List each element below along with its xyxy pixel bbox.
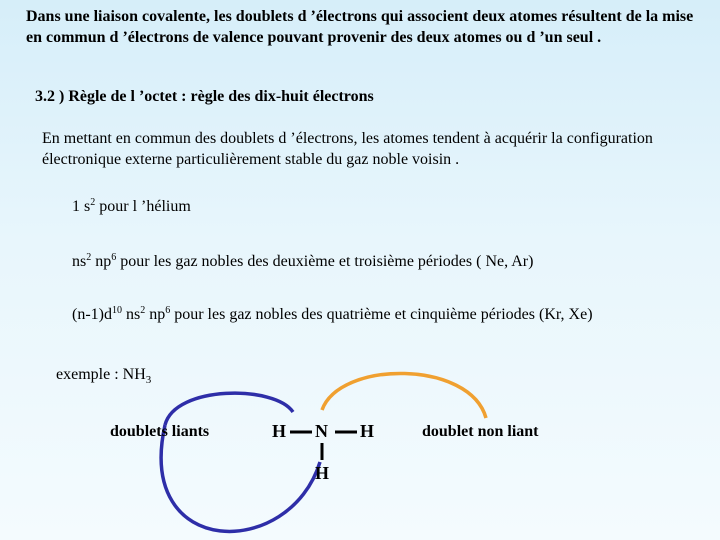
atom-h-right: H	[360, 421, 375, 441]
config-ne-ar: $ns^2$ $np^6$ pour les gaz nobles des deuxième et troisième périodes ( Ne, Ar)	[72, 252, 534, 270]
octet-paragraph: En mettant en commun des doublets d ’électrons, les atomes tendent à acquérir la configuration électronique externe particulièrement stable du gaz noble voisin .	[42, 130, 653, 168]
section-heading: 3.2 ) Règle de l ’octet : règle des dix-huit électrons	[35, 88, 374, 105]
intro-text: Dans une liaison covalente, les doublets d ’électrons qui associent deux atomes résultent de la mise en commun d ’électrons de valence pouvant provenir des deux atomes ou d ’un seul .	[26, 8, 694, 46]
config-helium: 1 $s^2$ pour l ’hélium	[72, 197, 191, 215]
nonbonding-arrow	[322, 373, 486, 418]
bonding-pairs-label: doublets liants	[110, 423, 210, 440]
atom-h-left: H	[272, 421, 287, 441]
config-kr-xe: $(n-1)d^{10}$ $ns^2$ $np^6$ pour les gaz nobles des quatrième et cinquième périodes (Kr, Xe)	[72, 305, 593, 323]
nonbonding-pair-label: doublet non liant	[422, 423, 539, 440]
example-nh3: exemple : $NH_3$	[56, 366, 152, 386]
atom-h-bottom: H	[315, 463, 330, 483]
atom-n: N	[315, 421, 328, 441]
